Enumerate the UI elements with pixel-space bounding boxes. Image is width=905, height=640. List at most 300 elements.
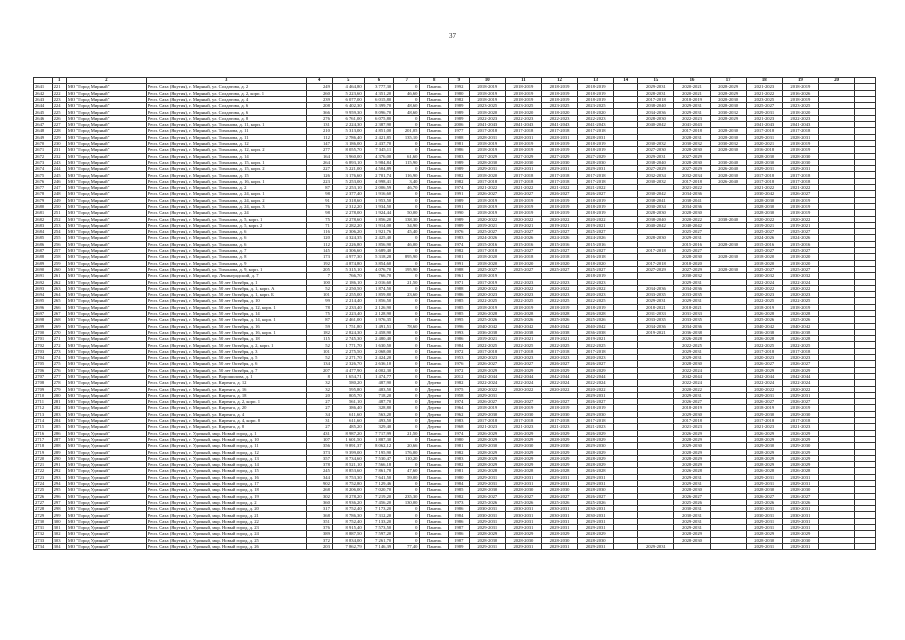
table-cell: 2028-2029 xyxy=(746,462,782,468)
table-cell: Дерево xyxy=(420,399,448,405)
table-cell: 272 xyxy=(52,342,66,348)
table-cell: 2028-2030 xyxy=(505,487,541,493)
table-cell: 225 xyxy=(52,109,66,115)
table-cell: 2725 xyxy=(34,487,53,493)
table-cell: 2028-2030 xyxy=(541,487,577,493)
table-cell: 1989 xyxy=(448,543,469,549)
table-cell: 2018-2019 xyxy=(541,147,577,153)
table-cell: 23,60 xyxy=(394,292,420,298)
table-cell: 2030-2031 xyxy=(674,512,710,518)
table-cell: 231 xyxy=(52,147,66,153)
table-cell: МО "Город Мирный" xyxy=(66,191,146,197)
table-cell: 2029-2031 xyxy=(746,525,782,531)
table-cell: 6 761,00 xyxy=(332,115,364,121)
table-cell: 2021-2023 xyxy=(746,424,782,430)
table-cell: 2017-2018 xyxy=(746,128,782,134)
table-cell: 286 xyxy=(52,430,66,436)
table-cell: 1974 xyxy=(448,399,469,405)
table-cell: 7 717,99 xyxy=(364,430,394,436)
table-cell: 1980 xyxy=(448,436,469,442)
table-cell: 2020-2022 xyxy=(674,386,710,392)
table-cell: 4 851,00 xyxy=(364,128,394,134)
table-cell: 59,00 xyxy=(394,474,420,480)
table-cell: 276 xyxy=(52,367,66,373)
table-cell: 2028-2029 xyxy=(782,531,818,537)
table-cell: 164 xyxy=(306,153,332,159)
table-cell: 1982 xyxy=(448,449,469,455)
table-cell: 2022-2025 xyxy=(578,342,614,348)
table-cell: 2022-2025 xyxy=(505,342,541,348)
table-cell: 2696 xyxy=(34,304,53,310)
table-cell: 805,70 xyxy=(332,392,364,398)
table-cell: Панель xyxy=(420,506,448,512)
table-cell: 2 745,30 xyxy=(332,336,364,342)
table-cell: 251 xyxy=(52,210,66,216)
table-cell: 3 689,40 xyxy=(364,248,394,254)
table-cell: 2025-2027 xyxy=(469,266,505,272)
table-cell: 1 856,50 xyxy=(364,298,394,304)
table-cell: 1958 xyxy=(448,392,469,398)
table-cell: 1984 xyxy=(448,512,469,518)
table-cell: 2028-2030 xyxy=(541,537,577,543)
table-cell: Респ. Саха (Якутия), г. Удачный, мкр. Новый город, д. 2 xyxy=(146,499,306,505)
table-cell: 1982 xyxy=(448,380,469,386)
table-cell: 2021-2023 xyxy=(469,424,505,430)
table-cell: 2017-2018 xyxy=(782,128,818,134)
table-cell: 2641 xyxy=(34,84,53,90)
table-cell: 2028-2031 xyxy=(505,134,541,140)
table-cell: Респ. Саха (Якутия), г. Мирный, ул. Тихонова, д. 15 xyxy=(146,172,306,178)
table-cell: 2 224,30 xyxy=(332,122,364,128)
table-cell: 2727 xyxy=(34,499,53,505)
table-cell: 2728 xyxy=(34,506,53,512)
table-cell: 2671 xyxy=(34,147,53,153)
table-cell: Респ. Саха (Якутия), г. Мирный, ул. 50 лет Октября, д. 2, корп. 1 xyxy=(146,342,306,348)
table-cell: 262 xyxy=(52,279,66,285)
table-cell: 2022-2024 xyxy=(578,380,614,386)
table-cell: 2028-2030 xyxy=(782,159,818,165)
table-cell: 2677 xyxy=(34,185,53,191)
table-cell: 2018-2019 xyxy=(469,304,505,310)
table-cell: 1984 xyxy=(448,342,469,348)
table-cell: 2017-2018 xyxy=(469,128,505,134)
table-cell: 2697 xyxy=(34,310,53,316)
table-cell: 2018-2019 xyxy=(541,210,577,216)
table-cell: 2029-2030 xyxy=(746,443,782,449)
table-cell: 2028-2029 xyxy=(578,436,614,442)
table-cell: 2030-2031 xyxy=(578,506,614,512)
table-cell: 87 xyxy=(306,185,332,191)
table-cell: Респ. Саха (Якутия), г. Мирный, ул. Тихонова, д. 2 xyxy=(146,185,306,191)
table-cell: Панель xyxy=(420,525,448,531)
table-cell: 2018-2019 xyxy=(469,197,505,203)
column-number-header: 6 xyxy=(364,78,394,84)
table-cell: 2026-2027 xyxy=(782,361,818,367)
table-cell: 7 020,70 xyxy=(364,487,394,493)
table-cell: 2017-2019 xyxy=(469,279,505,285)
table-cell: 2732 xyxy=(34,531,53,537)
table-cell: 8 752,80 xyxy=(332,481,364,487)
table-cell: 2 306,20 xyxy=(332,229,364,235)
table-cell: 766,70 xyxy=(364,273,394,279)
table-cell: Панель xyxy=(420,153,448,159)
table-cell: МО "Город Мирный" xyxy=(66,323,146,329)
table-cell: Респ. Саха (Якутия), г. Мирный, ул. Тихонова, д. 6 xyxy=(146,235,306,241)
table-cell: 718,20 xyxy=(364,392,394,398)
table-cell: 1986 xyxy=(448,518,469,524)
table-cell: 9 399,00 xyxy=(332,449,364,455)
table-cell: 1975 xyxy=(448,386,469,392)
table-cell: 2022-2024 xyxy=(746,279,782,285)
table-cell: 0 xyxy=(394,424,420,430)
table-cell: 2030-2031 xyxy=(782,512,818,518)
table-cell: Респ. Саха (Якутия), г. Мирный, пр. Ленинградский, д. 7 xyxy=(146,273,306,279)
table-cell: 595,80 xyxy=(332,386,364,392)
table-cell: 0 xyxy=(394,462,420,468)
table-cell: 2028-2030 xyxy=(469,537,505,543)
table-cell: МО "Город Мирный" xyxy=(66,178,146,184)
table-cell: 2020-2023 xyxy=(782,292,818,298)
table-cell: 2028-2029 xyxy=(541,449,577,455)
table-cell: МО "Город Мирный" xyxy=(66,399,146,405)
table-cell: 20,66 xyxy=(394,443,420,449)
table-cell: 2642 xyxy=(34,90,53,96)
table-cell: 5 315,10 xyxy=(332,266,364,272)
table-cell: Панель xyxy=(420,430,448,436)
table-cell: 4 477,90 xyxy=(332,367,364,373)
table-cell: 2707 xyxy=(34,373,53,379)
table-cell: 2031-2033 xyxy=(674,310,710,316)
table-cell: 112 xyxy=(306,134,332,140)
table-cell: 182 xyxy=(306,329,332,335)
table-cell: 2029-2030 xyxy=(578,411,614,417)
table-cell: 2041-2043 xyxy=(505,122,541,128)
table-cell: 2020-2023 xyxy=(782,355,818,361)
table-cell: 2028-2030 xyxy=(746,197,782,203)
table-cell: 2042-2044 xyxy=(578,373,614,379)
table-cell: Респ. Саха (Якутия), г. Мирный, ул. 50 лет Октября, д. 7 xyxy=(146,367,306,373)
table-cell: 5 318,28 xyxy=(364,254,394,260)
table-cell: Панель xyxy=(420,266,448,272)
table-cell: 2030-2040 xyxy=(710,159,746,165)
table-cell: 2032-2034 xyxy=(638,172,674,178)
table-cell: 78,60 xyxy=(394,323,420,329)
table-cell: 7 195,90 xyxy=(364,449,394,455)
table-cell: 487,90 xyxy=(364,380,394,386)
table-cell: 2711 xyxy=(34,399,53,405)
table-cell: 2040-2042 xyxy=(578,323,614,329)
column-number-header: 8 xyxy=(420,78,448,84)
table-cell: 2686 xyxy=(34,241,53,247)
table-cell: 2025-2027 xyxy=(746,229,782,235)
table-cell: 2 786,40 xyxy=(332,134,364,140)
table-cell: 3 186,00 xyxy=(332,140,364,146)
table-cell: Панель xyxy=(420,254,448,260)
table-cell: 258 xyxy=(52,254,66,260)
table-cell: Панель xyxy=(420,210,448,216)
table-cell: 1991 xyxy=(448,203,469,209)
table-cell: Панель xyxy=(420,367,448,373)
table-cell: 2022-2025 xyxy=(578,298,614,304)
table-cell: 2706 xyxy=(34,367,53,373)
table-cell: 260 xyxy=(306,90,332,96)
table-cell: 2016-2018 xyxy=(541,254,577,260)
table-cell: 2028-2030 xyxy=(638,210,674,216)
table-cell: МО "Город Мирный" xyxy=(66,260,146,266)
table-cell: 2028-2029 xyxy=(782,367,818,373)
table-cell: 2028-2029 xyxy=(578,531,614,537)
table-cell: 126 xyxy=(306,172,332,178)
table-cell: 378 xyxy=(306,462,332,468)
table-cell: 2018-2019 xyxy=(505,147,541,153)
table-cell: 2 824,30 xyxy=(332,329,364,335)
table-cell: 2 126,90 xyxy=(364,304,394,310)
table-cell: 2029-2030 xyxy=(578,443,614,449)
table-cell: 2019-2021 xyxy=(505,222,541,228)
table-cell: Респ. Саха (Якутия), г. Мирный, ул. Киренга, д. 4 xyxy=(146,411,306,417)
table-cell: 2017-2018 xyxy=(578,128,614,134)
table-cell: 2042-2044 xyxy=(505,373,541,379)
table-cell: 2028-2030 xyxy=(710,128,746,134)
table-cell: Панель xyxy=(420,481,448,487)
table-cell: 2029-2031 xyxy=(782,392,818,398)
table-cell: 302 xyxy=(306,493,332,499)
table-cell: 2017-2018 xyxy=(578,418,614,424)
column-number-header: 1 xyxy=(52,78,66,84)
table-cell: 2018-2019 xyxy=(782,140,818,146)
table-cell: Дерево xyxy=(420,392,448,398)
table-cell: 2695 xyxy=(34,298,53,304)
table-cell: 2030-2032 xyxy=(782,273,818,279)
table-cell: 4 464,80 xyxy=(332,84,364,90)
table-cell: 2030-2032 xyxy=(746,273,782,279)
table-cell: 282 xyxy=(52,405,66,411)
table-cell: 2020-2021 xyxy=(674,84,710,90)
table-cell: 2029-2031 xyxy=(674,518,710,524)
table-cell: 4 977,30 xyxy=(332,254,364,260)
table-cell: 1985 xyxy=(448,310,469,316)
table-row xyxy=(34,543,876,549)
table-cell: 2026-2029 xyxy=(746,430,782,436)
table-cell: МО "Город Мирный" xyxy=(66,122,146,128)
table-cell: 71 xyxy=(306,222,332,228)
table-cell: 279 xyxy=(52,386,66,392)
table-cell: 52 xyxy=(306,355,332,361)
table-cell: 2026-2027 xyxy=(578,493,614,499)
table-cell: 52 xyxy=(306,342,332,348)
table-cell: 263 xyxy=(52,285,66,291)
table-cell: 283 xyxy=(52,411,66,417)
table-cell: 6 402,30 xyxy=(332,103,364,109)
table-cell: 2028-2030 xyxy=(638,235,674,241)
table-cell: 7 xyxy=(306,273,332,279)
table-cell: 2034-2036 xyxy=(638,323,674,329)
table-cell: Панель xyxy=(420,122,448,128)
table-cell xyxy=(614,543,638,549)
table-cell: 2025-2026 xyxy=(674,499,710,505)
table-cell: 2042-2044 xyxy=(674,373,710,379)
table-cell: МО "Город Мирный" xyxy=(66,386,146,392)
table-cell: 2018-2019 xyxy=(578,405,614,411)
table-cell: 2025-2027 xyxy=(746,248,782,254)
table-cell: Панель xyxy=(420,128,448,134)
table-cell: 2028-2029 xyxy=(505,455,541,461)
table-cell: 2025-2027 xyxy=(505,266,541,272)
table-cell: 2036-2038 xyxy=(541,329,577,335)
table-cell: 6 077,00 xyxy=(332,96,364,102)
table-cell: 2022-2023 xyxy=(674,115,710,121)
table-cell: 298 xyxy=(52,506,66,512)
table-cell: 2029-2031 xyxy=(541,481,577,487)
table-cell: 3,40 xyxy=(394,178,420,184)
table-cell: 0 xyxy=(394,115,420,121)
table-cell: МО "Город Мирный" xyxy=(66,418,146,424)
table-cell: 2021-2023 xyxy=(674,424,710,430)
table-cell: 7 146,39 xyxy=(364,543,394,549)
table-cell: 87 xyxy=(306,317,332,323)
table-cell: 356 xyxy=(306,443,332,449)
table-cell: 2029-2031 xyxy=(469,166,505,172)
table-cell: 2018-2019 xyxy=(469,84,505,90)
table-cell: 2020-2023 xyxy=(469,355,505,361)
table-cell: 2018-2019 xyxy=(578,147,614,153)
table-cell: 1996 xyxy=(448,323,469,329)
table-cell: 2018-2019 xyxy=(469,147,505,153)
table-cell: 8 278,20 xyxy=(332,493,364,499)
table-cell: 2018-2019 xyxy=(578,90,614,96)
table-cell: 2022-2025 xyxy=(746,298,782,304)
table-cell: Панель xyxy=(420,203,448,209)
table-cell: 27 xyxy=(306,399,332,405)
table-cell: 2648 xyxy=(34,128,53,134)
table-cell: 1974 xyxy=(448,430,469,436)
table-cell: 2025-2027 xyxy=(674,248,710,254)
table-cell: 2028-2030 xyxy=(469,487,505,493)
table-cell: 2029-2031 xyxy=(674,109,710,115)
table-cell: 247 xyxy=(52,185,66,191)
table-cell: МО "Город Удачный" xyxy=(66,443,146,449)
table-cell: Панель xyxy=(420,487,448,493)
table-cell: Респ. Саха (Якутия), г. Удачный, мкр. Новый город, д. 12 xyxy=(146,449,306,455)
table-cell: 2 006,59 xyxy=(364,185,394,191)
table-cell: Респ. Саха (Якутия), г. Мирный, ул. Ворошилова, д. 1 xyxy=(146,373,306,379)
table-cell: 1964 xyxy=(448,405,469,411)
table-cell: 2026-2028 xyxy=(541,468,577,474)
table-cell: Респ. Саха (Якутия), г. Мирный, ул. 50 лет Октября, д. 12, корп. 1 xyxy=(146,304,306,310)
table-cell: 1982 xyxy=(448,178,469,184)
table-cell: 2020-2022 xyxy=(674,216,710,222)
table-cell: 1972 xyxy=(448,367,469,373)
table-cell: 134 xyxy=(306,361,332,367)
table-cell: 2018-2019 xyxy=(505,197,541,203)
table-cell: 300 xyxy=(52,518,66,524)
table-cell: 2022-2024 xyxy=(674,380,710,386)
table-cell: 2041-2043 xyxy=(782,122,818,128)
table-cell: 2018-2019 xyxy=(782,197,818,203)
table-cell: Респ. Саха (Якутия), г. Мирный, ул. Киренга, д. 16 xyxy=(146,386,306,392)
table-cell: 8 096,70 xyxy=(364,109,394,115)
table-cell: 2030-2031 xyxy=(578,512,614,518)
table-cell: 252 xyxy=(52,216,66,222)
table-cell: 2018-2019 xyxy=(578,84,614,90)
table-cell: 2018-2019 xyxy=(505,140,541,146)
table-cell: 2020-2023 xyxy=(541,355,577,361)
table-cell: 2026-2028 xyxy=(782,468,818,474)
table-cell: 20 xyxy=(306,392,332,398)
table-cell: 2028-2030 xyxy=(782,537,818,543)
table-cell: 2020-2023 xyxy=(541,292,577,298)
table-cell: 2017-2018 xyxy=(746,348,782,354)
table-cell: 2017-2018 xyxy=(746,172,782,178)
table-cell: Респ. Саха (Якутия), г. Удачный, мкр. Новый город, д. 21 xyxy=(146,512,306,518)
column-number-header: 4 xyxy=(306,78,332,84)
table-cell: 2017-2018 xyxy=(505,178,541,184)
table-cell: 269 xyxy=(52,323,66,329)
table-cell: 2 437,70 xyxy=(364,140,394,146)
table-cell: 2670 xyxy=(34,140,53,146)
table-cell: 2 318,60 xyxy=(332,197,364,203)
table-cell: 2020-2022 xyxy=(746,216,782,222)
table-cell: 0 xyxy=(394,166,420,172)
table-cell xyxy=(674,543,710,549)
table-cell: 2018-2019 xyxy=(782,203,818,209)
table-cell: 173 xyxy=(306,254,332,260)
table-cell: 2042-2044 xyxy=(782,373,818,379)
table-cell: 101 xyxy=(306,292,332,298)
table-cell: 2024-2026 xyxy=(578,235,614,241)
table-cell: 2028-2030 xyxy=(710,266,746,272)
table-cell: 2 701,74 xyxy=(364,172,394,178)
table-cell: МО "Город Мирный" xyxy=(66,248,146,254)
table-cell: 2029-2030 xyxy=(469,411,505,417)
table-cell: 2018-2019 xyxy=(469,90,505,96)
table-cell: 2026-2028 xyxy=(746,310,782,316)
table-cell: 2 312,20 xyxy=(332,203,364,209)
table-cell: 1987 xyxy=(448,525,469,531)
table-cell: 2021-2022 xyxy=(505,185,541,191)
table-cell: 112 xyxy=(306,241,332,247)
table-cell: Панель xyxy=(420,493,448,499)
table-cell: 244 xyxy=(52,166,66,172)
table-cell: 2724 xyxy=(34,481,53,487)
column-number-header: 9 xyxy=(448,78,469,84)
table-cell: 2018-2019 xyxy=(505,210,541,216)
table-cell: 2 458,90 xyxy=(364,329,394,335)
table-cell: 2029-2031 xyxy=(578,481,614,487)
table-cell: 2017-2018 xyxy=(782,348,818,354)
table-cell: 4 351,20 xyxy=(364,90,394,96)
table-cell: 293 xyxy=(52,474,66,480)
table-cell: 2018-2019 xyxy=(541,304,577,310)
table-cell: 5 313,00 xyxy=(332,128,364,134)
table-cell: 0 xyxy=(394,298,420,304)
table-cell: 2694 xyxy=(34,292,53,298)
table-cell: 2041-2043 xyxy=(674,122,710,128)
table-cell: 1953 xyxy=(448,355,469,361)
table-cell: 2 425,40 xyxy=(364,235,394,241)
table-cell: Панель xyxy=(420,336,448,342)
table-cell: 107 xyxy=(306,436,332,442)
table-cell: 2018-2020 xyxy=(578,260,614,266)
table-cell: 2672 xyxy=(34,153,53,159)
table-cell: Панель xyxy=(420,229,448,235)
table-cell: 2029-2031 xyxy=(782,525,818,531)
table-cell: Панель xyxy=(420,361,448,367)
table-cell: 2018-2020 xyxy=(469,109,505,115)
column-number-header: 3 xyxy=(146,78,306,84)
table-cell: 205 xyxy=(306,266,332,272)
table-cell: 6 893,10 xyxy=(332,159,364,165)
